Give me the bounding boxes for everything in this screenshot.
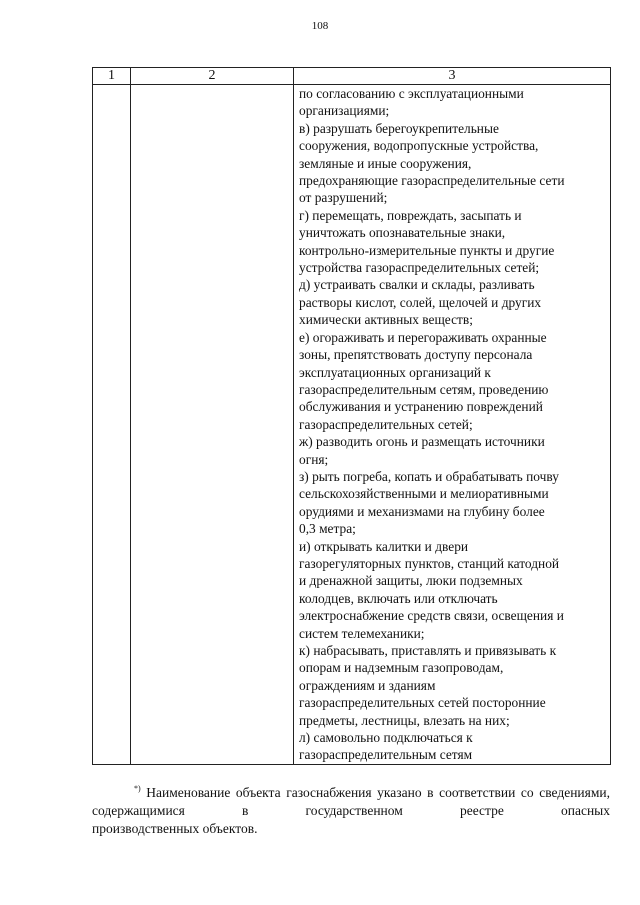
text-line: газорегуляторных пунктов, станций катодной [299, 555, 560, 571]
column-3-text [294, 85, 610, 764]
text-line: газораспределительных сетей; [299, 416, 473, 432]
text-line: обслуживания и устранению повреждений [299, 399, 543, 415]
table-header-row [93, 68, 611, 85]
text-line: зоны, препятствовать доступу персонала [299, 347, 533, 363]
cell-column-2 [131, 85, 294, 765]
text-line: орудиями и механизмами на глубину более [299, 503, 545, 519]
text-line: е) огораживать и перегораживать охранные [299, 329, 547, 345]
text-line: з) рыть погреба, копать и обрабатывать почву [299, 468, 559, 484]
text-line: сельскохозяйственными и мелиоративными [299, 486, 549, 502]
table-row [93, 85, 611, 765]
document-table [92, 67, 611, 765]
text-line: г) перемещать, повреждать, засыпать и [299, 207, 522, 223]
column-header-1: 1 [93, 68, 131, 85]
text-line: контрольно-измерительные пункты и другие [299, 242, 555, 258]
page-number: 108 [311, 20, 329, 32]
column-header-2: 2 [131, 68, 294, 85]
footnote-marker: *) [134, 784, 141, 793]
text-line: предметы, лестницы, влезать на них; [299, 712, 510, 728]
text-line: газораспределительным сетям [299, 747, 473, 763]
text-line: в) разрушать берегоукрепительные [299, 120, 499, 136]
text-line: растворы кислот, солей, щелочей и других [299, 294, 542, 310]
footnote-text-1: Наименование объекта газоснабжения указано в соответствии со сведениями, содержащимися в государственном реестре опасных [92, 785, 611, 818]
text-line: опорам и надземным газопроводам, [299, 660, 504, 676]
text-line: газораспределительным сетям, проведению [299, 381, 549, 397]
text-line: л) самовольно подключаться к [299, 730, 473, 746]
text-line: от разрушений; [299, 190, 388, 206]
text-line: электроснабжение средств связи, освещения и [299, 608, 564, 624]
footnote-line-1 [92, 780, 610, 820]
text-line: и) открывать калитки и двери [299, 538, 469, 554]
text-line: земляные и иные сооружения, [299, 155, 472, 171]
text-line: организациями; [299, 103, 390, 119]
text-line: газораспределительных сетей посторонние [299, 695, 546, 711]
text-line: по согласованию с эксплуатационными [299, 86, 524, 101]
footnote [92, 780, 610, 838]
text-line: уничтожать опознавательные знаки, [299, 225, 506, 241]
text-line: ж) разводить огонь и размещать источники [299, 434, 545, 450]
column-header-3: 3 [294, 68, 611, 85]
cell-column-3 [294, 85, 611, 765]
text-line: предохраняющие газораспределительные сети [299, 173, 565, 189]
text-line: ограждениям и зданиям [299, 677, 436, 693]
text-line: сооружения, водопропускные устройства, [299, 138, 539, 154]
text-line: колодцев, включать или отключать [299, 590, 498, 606]
text-line: огня; [299, 451, 329, 467]
cell-column-1 [93, 85, 131, 765]
text-line: систем телемеханики; [299, 625, 425, 641]
text-line: к) набрасывать, приставлять и привязывать к [299, 643, 557, 658]
text-line: эксплуатационных организаций к [299, 364, 491, 380]
text-line: химически активных веществ; [299, 312, 473, 328]
text-line: и дренажной защиты, люки подземных [299, 573, 523, 589]
text-line: д) устраивать свалки и склады, разливать [299, 277, 535, 293]
footnote-line-2: производственных объектов. [92, 821, 258, 836]
text-line: устройства газораспределительных сетей; [299, 260, 540, 276]
text-line: 0,3 метра; [299, 521, 356, 537]
